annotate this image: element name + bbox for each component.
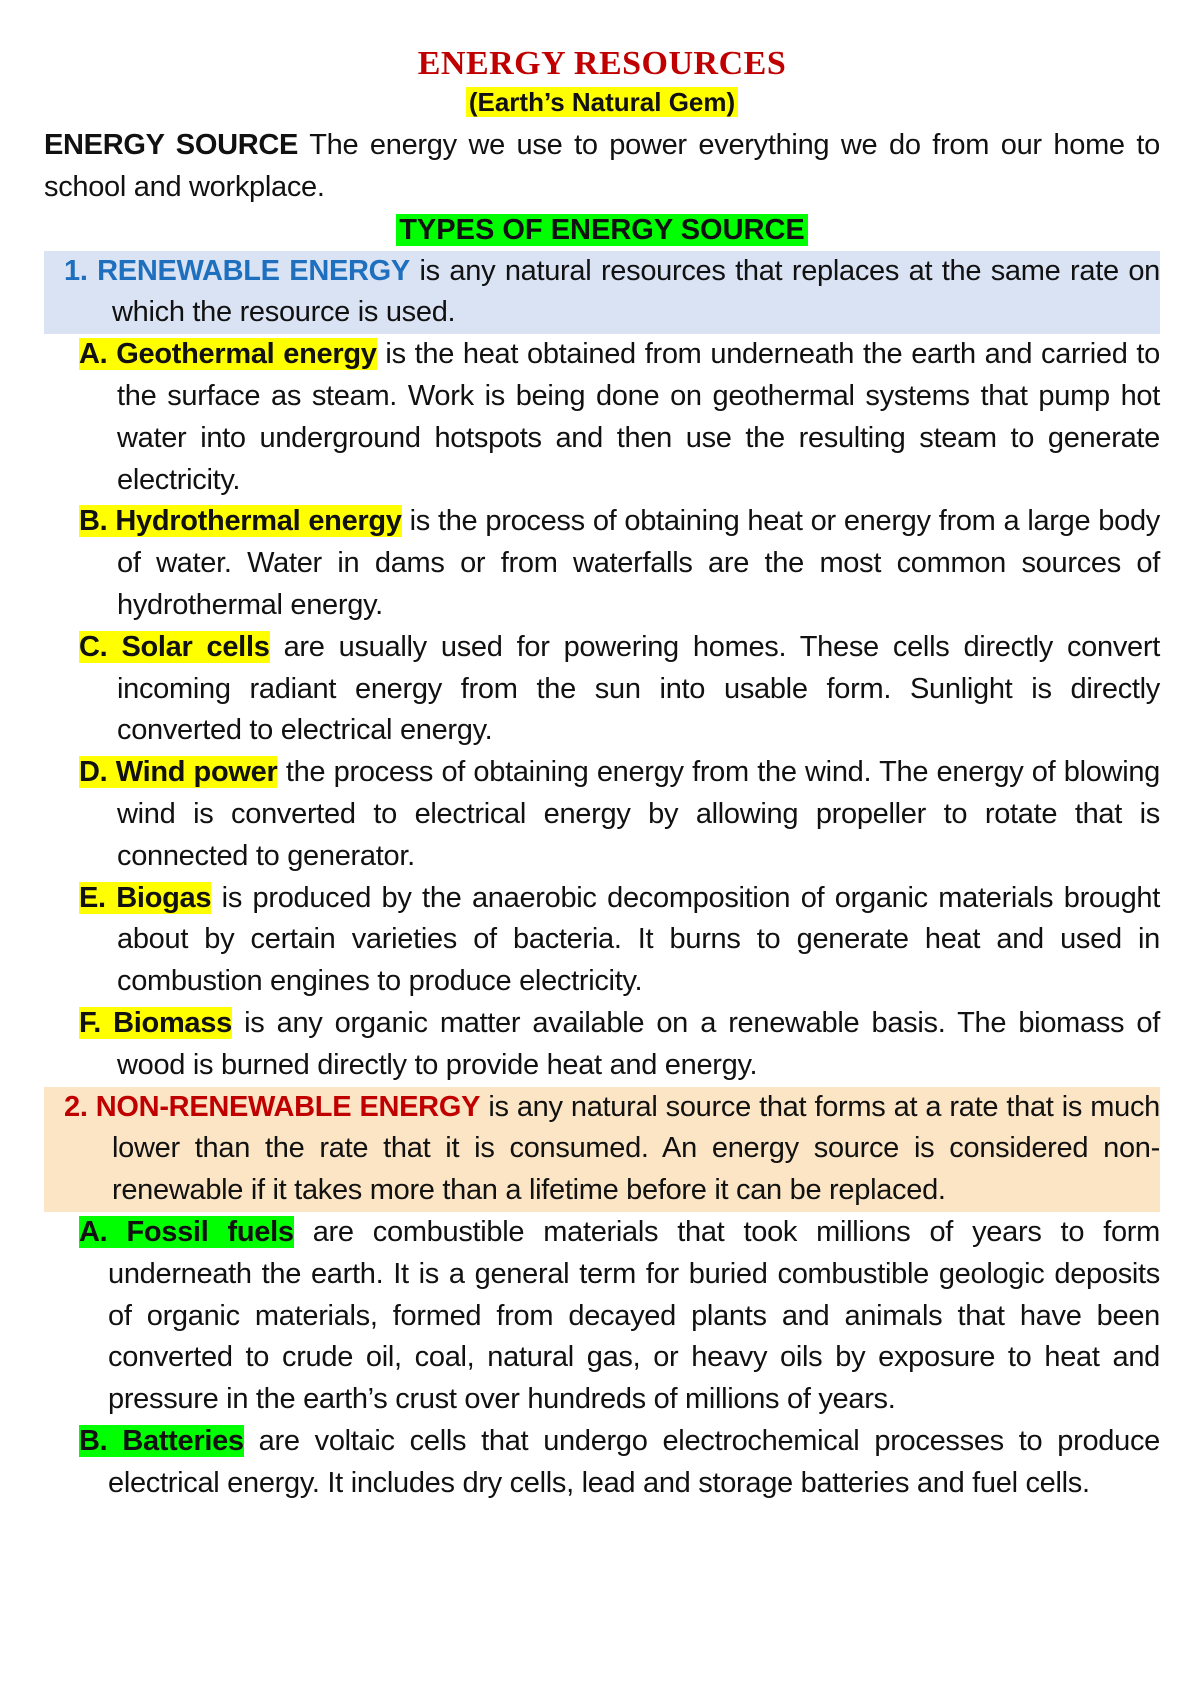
intro-term: ENERGY SOURCE [44, 129, 299, 161]
intro-text: The energy we use to power everything we do from our home to school and workplace. [44, 129, 1160, 203]
item-term: B. Hydrothermal energy [79, 505, 402, 538]
item-text: the process of obtaining energy from the wind. The energy of blowing wind is converted to electrical energy by allowing propeller to rotate that is connected to generator. [117, 756, 1161, 872]
item-term: A. Fossil fuels [79, 1215, 294, 1248]
nonrenewable-text: is any natural source that forms at a rate that is much lower than the rate that it is consumed. An energy source is considered non-renewable if it takes more than a lifetime before it can be replaced. [112, 1090, 1160, 1207]
item-text: is the process of obtaining heat or energy from a large body of water. Water in dams or from waterfalls are the most common sources of hydrothermal energy. [117, 505, 1160, 621]
item-term: D. Wind power [79, 756, 278, 789]
item-term: C. Solar cells [79, 630, 270, 663]
nonrenewable-term: 2. NON-RENEWABLE ENERGY [64, 1090, 481, 1123]
renewable-item-wind [44, 752, 1160, 877]
subtitle-line [44, 85, 1160, 124]
page-title: ENERGY RESOURCES [417, 45, 787, 82]
item-text: are voltaic cells that undergo electrochemical processes to produce electrical energy. It includes dry cells, lead and storage batteries and fuel cells. [108, 1424, 1160, 1499]
nonrenewable-definition [44, 1087, 1160, 1212]
renewable-item-biomass [44, 1003, 1160, 1087]
page-subtitle: (Earth’s Natural Gem) [466, 87, 738, 117]
item-term: F. Biomass [79, 1006, 232, 1039]
nonrenewable-item-fossil-fuels [44, 1212, 1160, 1421]
renewable-item-solar [44, 627, 1160, 752]
item-term: E. Biogas [79, 881, 212, 914]
item-term: B. Batteries [79, 1424, 244, 1457]
renewable-item-biogas [44, 878, 1160, 1003]
item-text: are combustible materials that took millions of years to form underneath the earth. It is a general term for buried combustible geologic deposits of organic materials, formed from decayed plants and animals that have been converted to crude oil, coal, natural gas, or heavy oils by exposure to heat and pressure in the earth’s crust over hundreds of millions of years. [108, 1215, 1160, 1416]
item-text: is any organic matter available on a renewable basis. The biomass of wood is burned directly to provide heat and energy. [117, 1006, 1160, 1081]
intro-paragraph [44, 125, 1160, 209]
types-heading-line [44, 209, 1160, 251]
renewable-item-hydrothermal [44, 501, 1160, 626]
item-text: are usually used for powering homes. These cells directly convert incoming radiant energy from the sun into usable form. Sunlight is directly converted to electrical energy. [117, 630, 1160, 747]
renewable-item-geothermal [44, 334, 1160, 501]
renewable-definition [44, 251, 1160, 335]
item-text: is the heat obtained from underneath the earth and carried to the surface as steam. Work is being done on geothermal systems that pump hot water into underground hotspots and then use the resulting steam to generate electricity. [117, 338, 1161, 496]
renewable-term: 1. RENEWABLE ENERGY [64, 254, 410, 287]
item-text: is produced by the anaerobic decomposition of organic materials brought about by certain varieties of bacteria. It burns to generate heat and used in combustion engines to produce electricity. [117, 881, 1160, 998]
nonrenewable-item-batteries [44, 1421, 1160, 1505]
item-term: A. Geothermal energy [79, 338, 377, 371]
types-heading: TYPES OF ENERGY SOURCE [396, 214, 808, 246]
renewable-text: is any natural resources that replaces at the same rate on which the resource is used. [112, 254, 1160, 329]
